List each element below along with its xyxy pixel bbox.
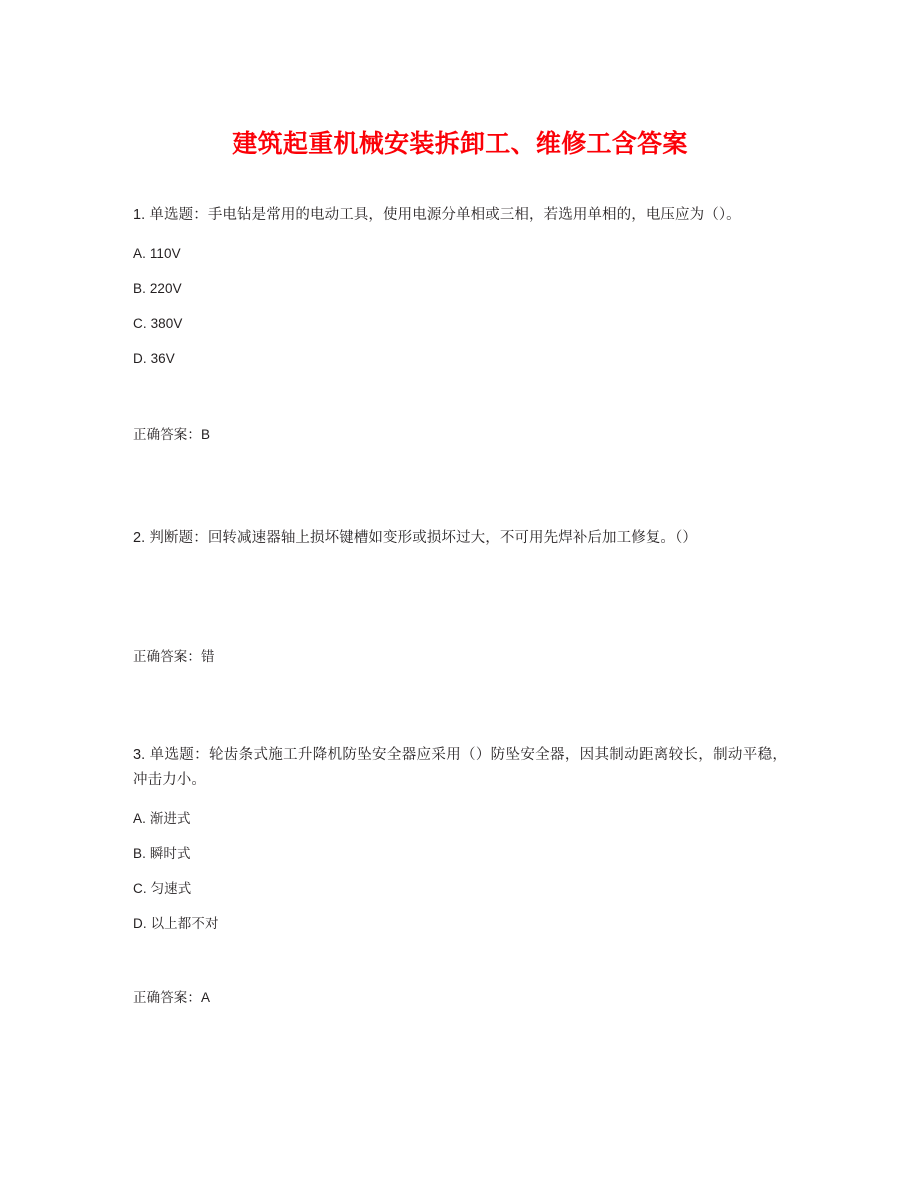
option-letter: D. (133, 351, 147, 366)
option-letter: C. (133, 316, 147, 331)
question-block (133, 526, 787, 666)
question-block (133, 203, 787, 444)
correct-answer: 正确答案：B (133, 427, 211, 442)
option-letter: B. (133, 281, 146, 296)
option-text: 瞬时式 (149, 846, 191, 861)
question-block (133, 743, 787, 1007)
option-item[interactable] (133, 350, 787, 368)
option-letter: D. (133, 916, 147, 931)
page-title: 建筑起重机械安装拆卸工、维修工含答案 (232, 129, 688, 158)
option-text: 以上都不对 (150, 916, 219, 931)
option-letter: B. (133, 846, 146, 861)
option-item[interactable] (133, 880, 787, 898)
option-item[interactable] (133, 245, 787, 263)
question-stem: 1. 单选题：手电钻是常用的电动工具，使用电源分单相或三相，若选用单相的，电压应为（）。 (133, 207, 741, 223)
option-letter: A. (133, 811, 146, 826)
option-letter: A. (133, 246, 146, 261)
option-text: 36V (150, 351, 175, 366)
correct-answer: 正确答案：错 (133, 649, 215, 664)
correct-answer: 正确答案：A (133, 990, 211, 1005)
option-item[interactable] (133, 845, 787, 863)
option-text: 渐进式 (149, 811, 191, 826)
option-item[interactable] (133, 810, 787, 828)
option-list (133, 810, 787, 933)
option-text: 380V (150, 316, 183, 331)
question-stem: 3. 单选题：轮齿条式施工升降机防坠安全器应采用（）防坠安全器，因其制动距离较长，制动平稳，冲击力小。 (133, 747, 787, 788)
option-text: 匀速式 (150, 881, 192, 896)
option-letter: C. (133, 881, 147, 896)
option-item[interactable] (133, 315, 787, 333)
option-list (133, 245, 787, 368)
question-list (133, 203, 787, 1021)
option-item[interactable] (133, 915, 787, 933)
question-stem: 2. 判断题：回转减速器轴上损坏键槽如变形或损坏过大，不可用先焊补后加工修复。（） (133, 530, 697, 546)
option-item[interactable] (133, 280, 787, 298)
option-text: 220V (149, 281, 182, 296)
option-text: 110V (149, 246, 181, 261)
